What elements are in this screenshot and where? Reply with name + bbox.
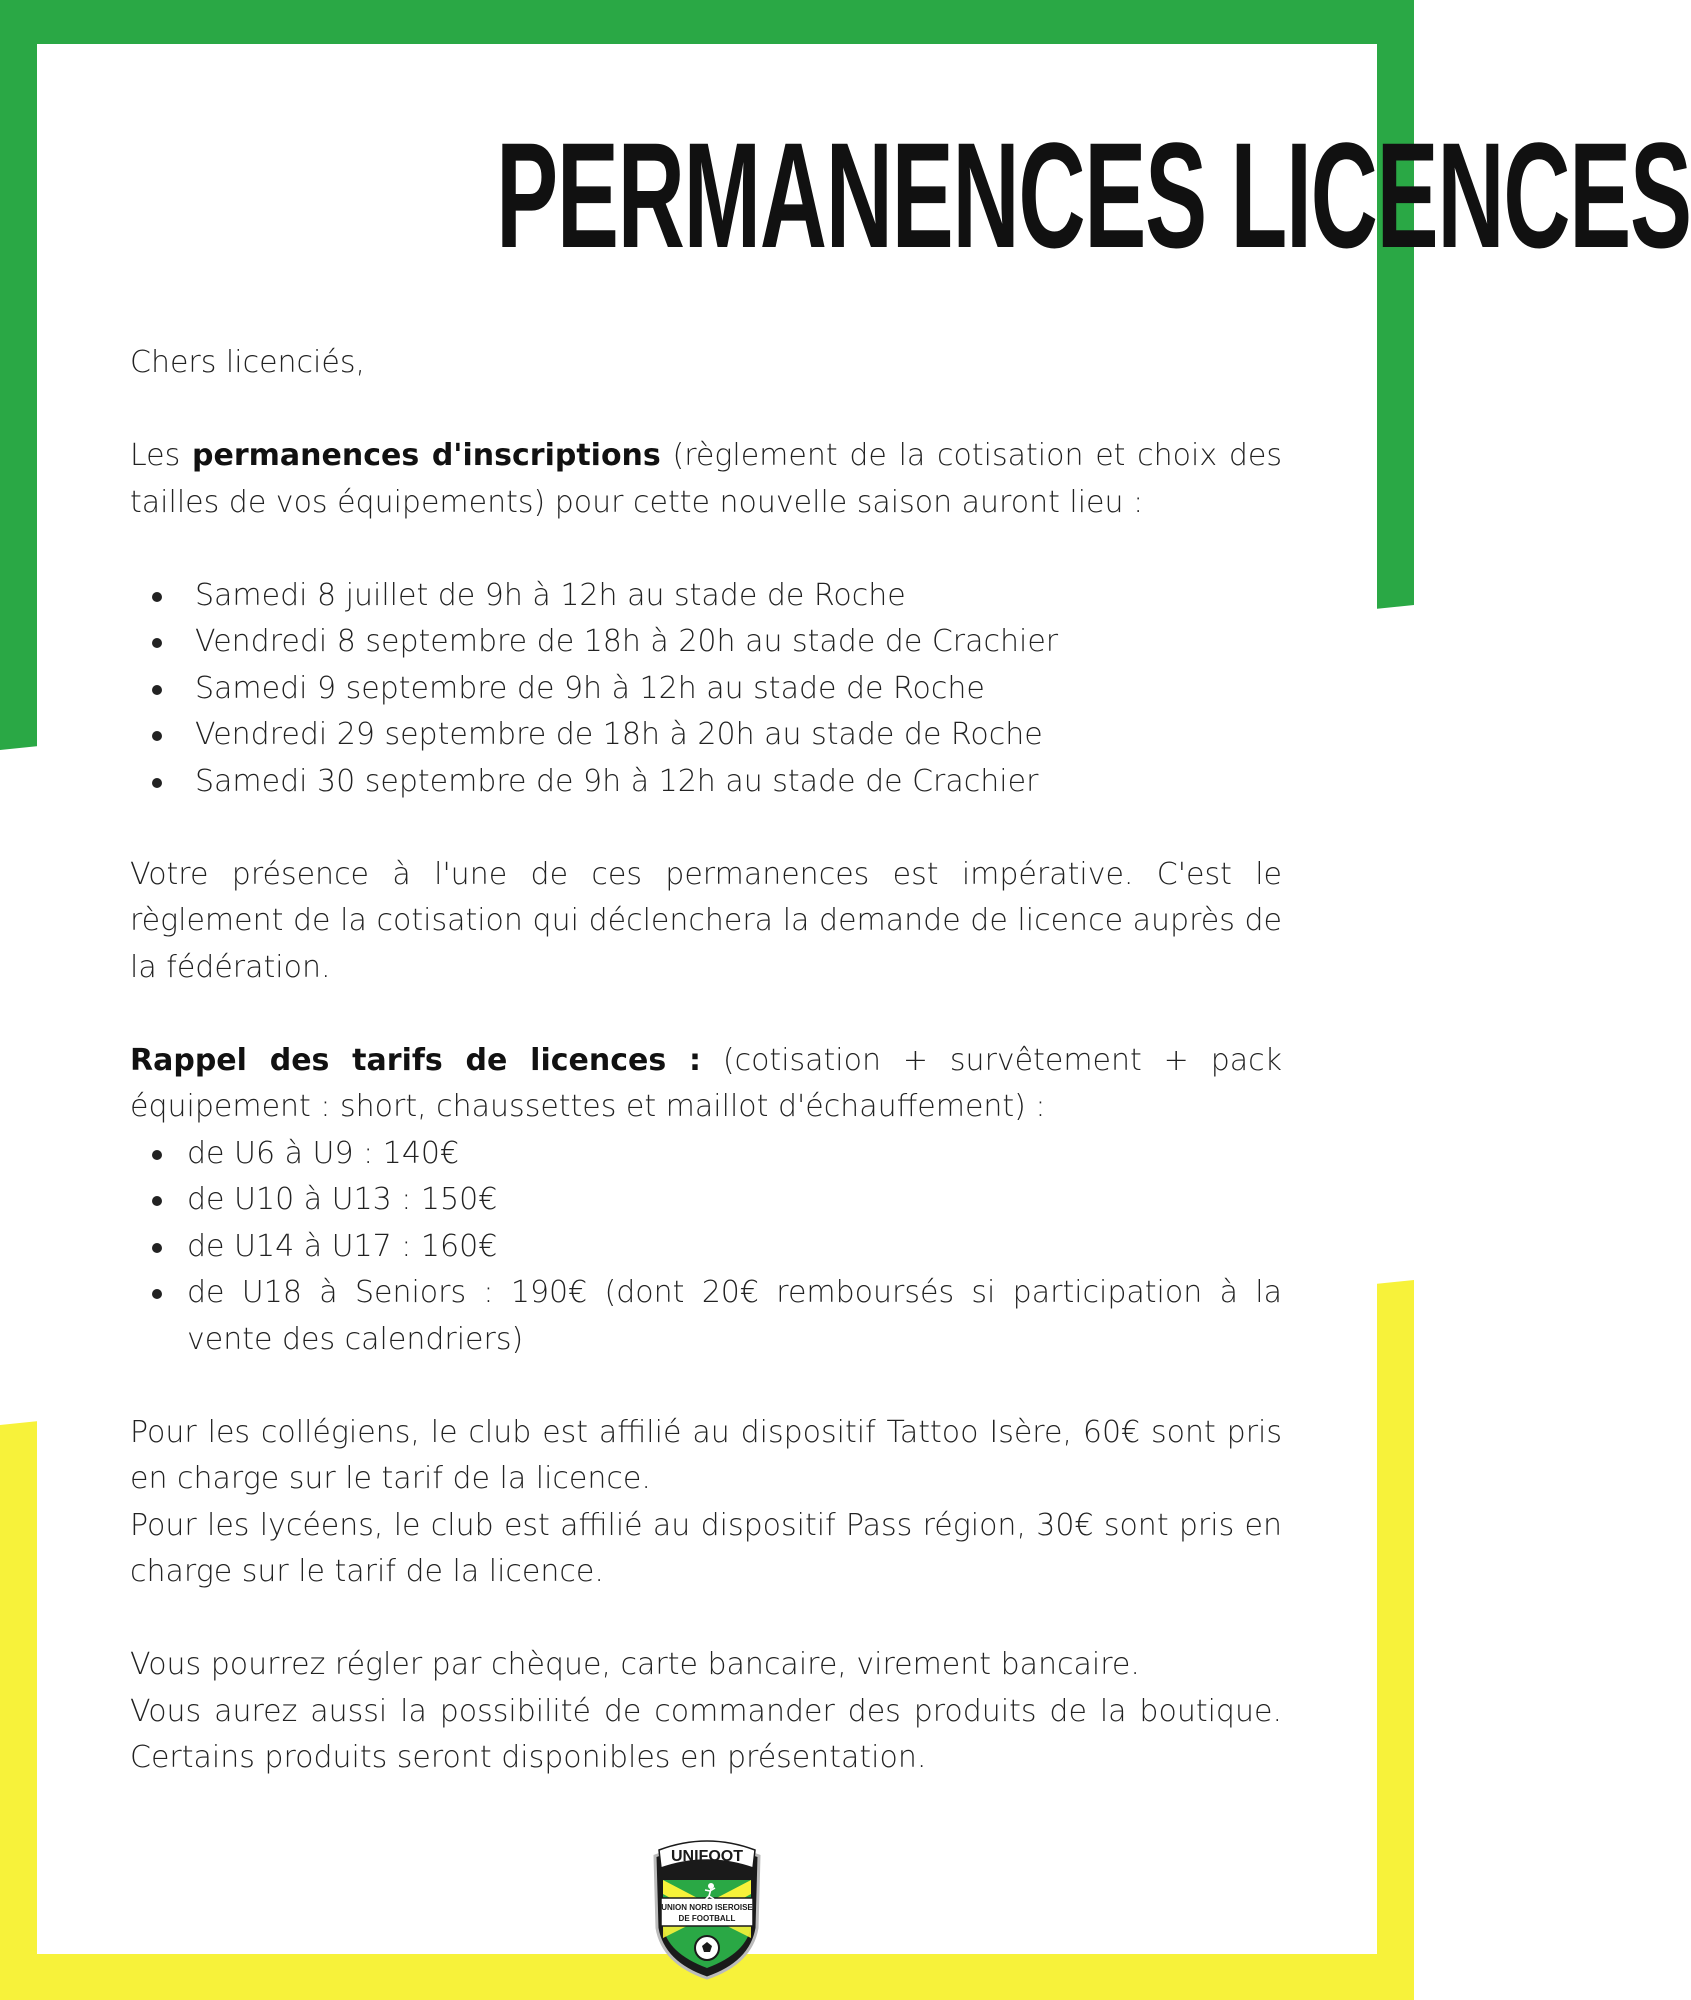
schedule-item: Vendredi 8 septembre de 18h à 20h au stade de Crachier — [130, 619, 1282, 666]
logo-line1: UNION NORD ISEROISE — [661, 1903, 753, 1912]
tarif-item: de U10 à U13 : 150€ — [130, 1177, 1282, 1224]
tarifs-paragraph — [130, 1038, 1282, 1131]
page-title: PERMANENCES LICENCES — [496, 111, 1691, 279]
club-logo — [647, 1828, 767, 1983]
schedule-item: Samedi 9 septembre de 9h à 12h au stade de Roche — [130, 666, 1282, 713]
intro-paragraph — [130, 433, 1282, 526]
logo-name: UNIFOOT — [671, 1848, 743, 1865]
greeting: Chers licenciés, — [130, 345, 366, 380]
tarifs-suffix: (cotisation + survêtement + pack équipement : short, chaussettes et maillot d'échauffement) : — [130, 1042, 1282, 1124]
schedule-item: Vendredi 29 septembre de 18h à 20h au stade de Roche — [130, 712, 1282, 759]
presence-paragraph: Votre présence à l'une de ces permanences est impérative. C'est le règlement de la cotisation qui déclenchera la demande de licence auprès de la fédération. — [130, 856, 1282, 985]
tarifs-list — [130, 1131, 1282, 1364]
tarif-item: de U6 à U9 : 140€ — [130, 1131, 1282, 1178]
title-row — [130, 111, 1691, 279]
intro-suffix: (règlement de la cotisation et choix des tailles de vos équipements) pour cette nouvelle saison auront lieu : — [130, 438, 1282, 520]
tarif-item: de U14 à U17 : 160€ — [130, 1224, 1282, 1271]
letter-body — [130, 340, 1282, 1782]
schedule-item: Samedi 8 juillet de 9h à 12h au stade de Roche — [130, 573, 1282, 620]
intro-bold: permanences d'inscriptions — [192, 438, 661, 473]
schedule-list — [130, 573, 1282, 806]
intro-prefix: Les — [130, 438, 193, 473]
payment-methods: Vous pourrez régler par chèque, carte bancaire, virement bancaire. — [130, 1647, 1140, 1682]
schedule-item: Samedi 30 septembre de 9h à 12h au stade de Crachier — [130, 759, 1282, 806]
payment-shop: Vous aurez aussi la possibilité de commander des produits de la boutique. Certains produits seront disponibles en présentation. — [130, 1693, 1282, 1775]
aid-college: Pour les collégiens, le club est affilié au dispositif Tattoo Isère, 60€ sont pris en charge sur le tarif de la licence. — [130, 1414, 1282, 1496]
tarif-item: de U18 à Seniors : 190€ (dont 20€ remboursés si participation à la vente des calendriers) — [130, 1270, 1282, 1363]
tarifs-bold: Rappel des tarifs de licences : — [130, 1042, 701, 1078]
aid-lycee: Pour les lycéens, le club est affilié au dispositif Pass région, 30€ sont pris en charge sur le tarif de la licence. — [130, 1507, 1282, 1589]
logo-line2: DE FOOTBALL — [678, 1914, 736, 1923]
